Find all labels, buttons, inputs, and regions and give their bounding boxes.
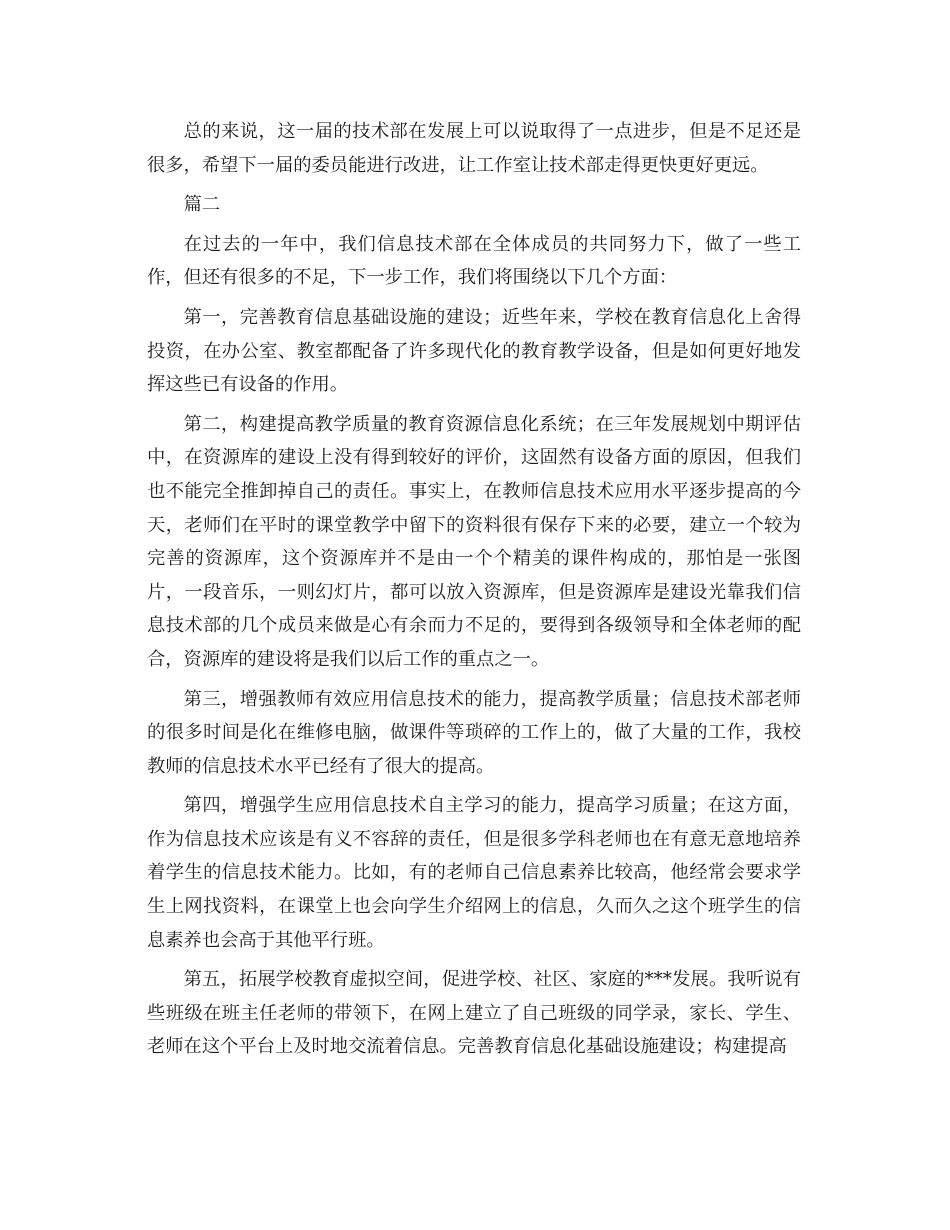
paragraph-point-two: 第二，构建提高教学质量的教育资源信息化系统；在三年发展规划中期评估中，在资源库的建设上没有得到较好的评价，这固然有设备方面的原因，但我们也不能完全推卸掉自己的责任。事实上，在教师信息技术应用水平逐步提高的今天，老师们在平时的课堂教学中留下的资料很有保存下来的必要，建立一个较为完善的资源库，这个资源库并不是由一个个精美的课件构成的，那怕是一张图片，一段音乐，一则幻灯片，都可以放入资源库，但是资源库是建设光靠我们信息技术部的几个成员来做是心有余而力不足的，要得到各级领导和全体老师的配合，资源库的建设将是我们以后工作的重点之一。 <box>147 413 801 670</box>
paragraph-point-three: 第三，增强教师有效应用信息技术的能力，提高教学质量；信息技术部老师的很多时间是化在维修电脑，做课件等琐碎的工作上的，做了大量的工作，我校教师的信息技术水平已经有了很大的提高。 <box>147 688 801 777</box>
document-body <box>147 115 801 1070</box>
paragraph-point-five: 第五，拓展学校教育虚拟空间，促进学校、社区、家庭的***发展。我听说有些班级在班主任老师的带领下，在网上建立了自己班级的同学录，家长、学生、老师在这个平台上及时地交流着信息。完善教育信息化基础设施建设；构建提高 <box>147 969 801 1058</box>
paragraph-summary: 总的来说，这一届的技术部在发展上可以说取得了一点进步，但是不足还是很多，希望下一届的委员能进行改进，让工作室让技术部走得更快更好更远。 <box>147 121 801 176</box>
paragraph-point-one: 第一，完善教育信息基础设施的建设；近些年来，学校在教育信息化上舍得投资，在办公室、教室都配备了许多现代化的教育教学设备，但是如何更好地发挥这些已有设备的作用。 <box>147 306 801 396</box>
section-heading-part-two: 篇二 <box>183 194 221 216</box>
paragraph-point-four: 第四，增强学生应用信息技术自主学习的能力，提高学习质量；在这方面，作为信息技术应该是有义不容辞的责任，但是很多学科老师也在有意无意地培养着学生的信息技术能力。比如，有的老师自己信息素养比较高，他经常会要求学生上网找资料，在课堂上也会向学生介绍网上的信息，久而久之这个班学生的信息素养也会高于其他平行班。 <box>147 795 801 951</box>
paragraph-intro: 在过去的一年中，我们信息技术部在全体成员的共同努力下，做了一些工作，但还有很多的不足，下一步工作，我们将围绕以下几个方面： <box>147 233 801 289</box>
